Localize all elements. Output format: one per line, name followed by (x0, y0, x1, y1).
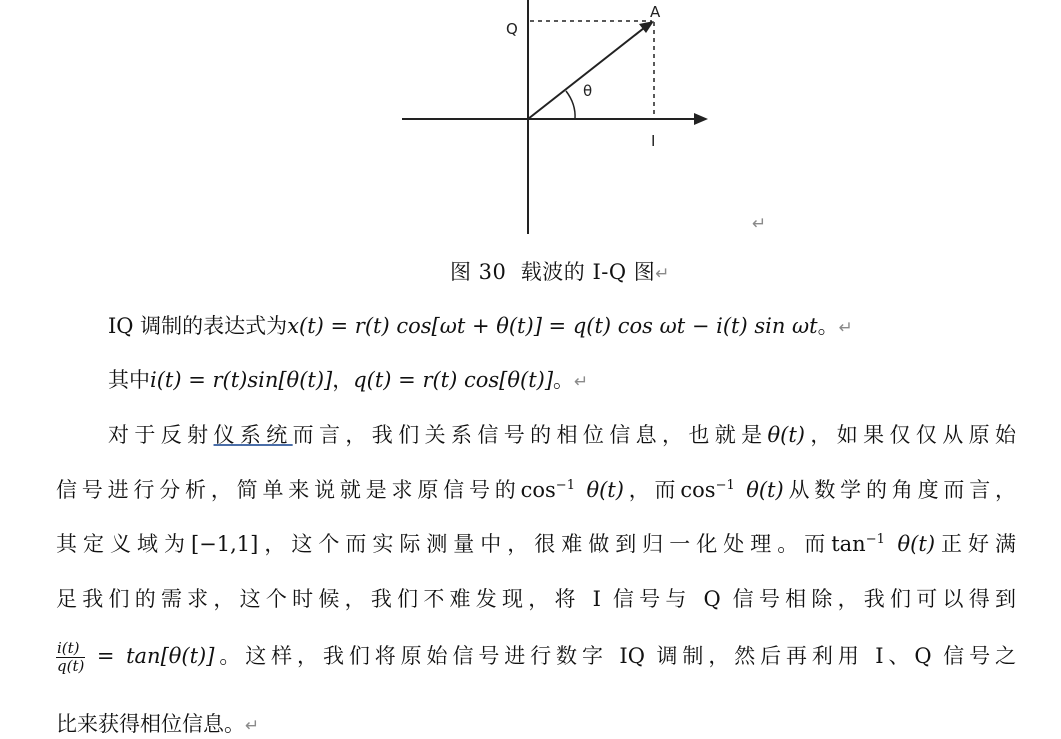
paragraph-mark: ↵ (245, 716, 260, 736)
text-run: 其定义域为 (56, 532, 191, 556)
paragraph-line (56, 640, 1016, 675)
q-formula: q(t) = r(t) cos[θ(t)] (353, 368, 554, 392)
reflectometer-link[interactable]: 仪系统 (213, 423, 293, 447)
text-run: 而言，我们关系信号的相位信息，也就是 (292, 423, 768, 447)
i-axis-arrowhead (694, 113, 708, 125)
text-run: ，这个而实际测量中，很难做到归一化处理。而 (258, 532, 832, 556)
theta-formula: θ(t) (767, 423, 805, 447)
paragraph-line (108, 419, 1016, 449)
paragraph-mark: ↵ (574, 372, 589, 392)
figure-caption (450, 256, 670, 286)
paragraph-line (56, 708, 1016, 738)
text-run: 比来获得相位信息。 (56, 712, 245, 736)
theta-formula: θ(t) (734, 478, 784, 502)
text-run: 其中 (108, 368, 150, 392)
text-run: 。 (553, 368, 575, 392)
text-run: ，如果仅仅从原始 (804, 423, 1017, 447)
vector-a (528, 28, 644, 119)
paragraph-mark: ↵ (752, 214, 767, 234)
text-run: 对于反射 (108, 423, 214, 447)
iq-expression-line (108, 310, 1016, 340)
text-run: ， (332, 368, 354, 392)
tan-formula: = tan[θ(t)] (85, 644, 215, 668)
text-run: 正好满 (935, 532, 1016, 556)
text-run: IQ 调制的表达式为 (108, 314, 288, 338)
iq-diagram (400, 0, 720, 236)
text-run: 。这样，我们将原始信号进行数字 IQ 调制，然后再利用 I、Q 信号之 (214, 644, 1016, 668)
text-run: 信号进行分析，简单来说就是求原信号的 (56, 478, 521, 502)
cos-fn: cos (680, 478, 716, 502)
paragraph-line (56, 528, 1016, 558)
inverse-sup: −1 (555, 478, 575, 493)
caption-number: 图 30 (450, 260, 507, 284)
text-run: 。 (817, 314, 839, 338)
text-run: 从数学的角度而言， (783, 478, 1017, 502)
paragraph-mark: ↵ (655, 264, 670, 284)
text-run: 足我们的需求，这个时候，我们不难发现，将 I 信号与 Q 信号相除，我们可以得到 (56, 587, 1016, 611)
fraction-numerator: i(t) (56, 640, 85, 658)
caption-title: 载波的 I-Q 图 (520, 260, 656, 284)
point-a-label: A (650, 3, 661, 21)
domain-formula: [−1,1] (190, 532, 259, 556)
i-axis-label: I (651, 132, 656, 150)
angle-arc (566, 91, 575, 119)
iq-components-line (108, 364, 1016, 394)
text-run: ，而 (623, 478, 681, 502)
paragraph-line (56, 583, 1016, 613)
inverse-sup: −1 (715, 478, 735, 493)
fraction-denominator: q(t) (57, 657, 85, 675)
i-formula: i(t) = r(t)sin[θ(t)] (150, 368, 333, 392)
cos-fn: cos (520, 478, 556, 502)
paragraph-line (56, 474, 1016, 504)
tan-fn: tan (831, 532, 866, 556)
theta-formula: θ(t) (884, 532, 936, 556)
paragraph-mark: ↵ (838, 318, 853, 338)
iq-diagram-drawing (400, 0, 720, 236)
theta-label: θ (583, 82, 593, 100)
inverse-sup: −1 (865, 532, 885, 547)
q-axis-label: Q (506, 20, 518, 38)
theta-formula: θ(t) (574, 478, 624, 502)
iq-fraction (56, 640, 85, 675)
iq-formula: x(t) = r(t) cos[ωt + θ(t)] = q(t) cos ωt − i(t) sin ωt (287, 314, 818, 338)
